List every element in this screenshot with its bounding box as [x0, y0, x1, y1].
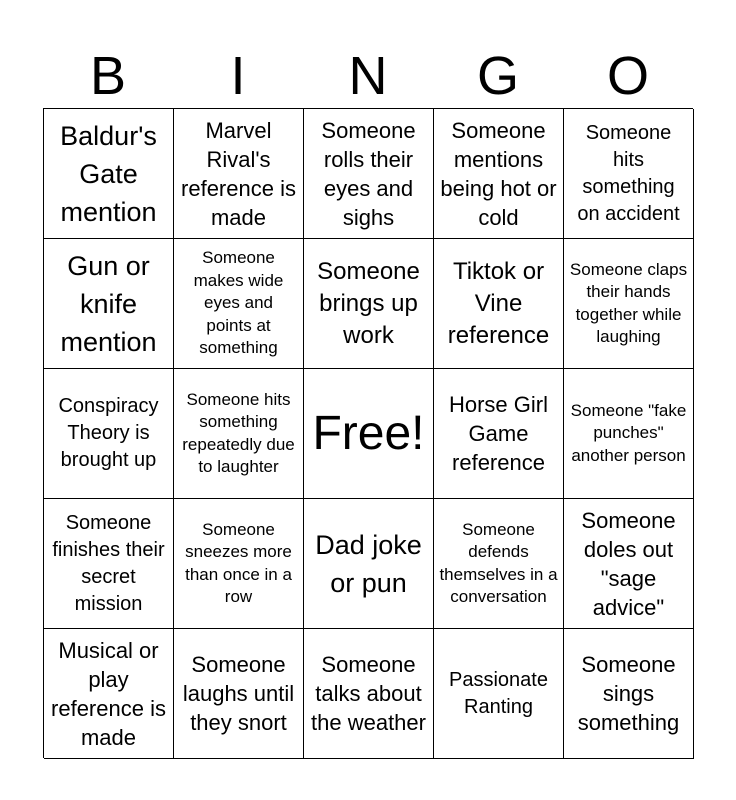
- header-letter-g: G: [476, 46, 519, 106]
- free-cell[interactable]: [304, 369, 434, 499]
- bingo-cell[interactable]: [564, 109, 694, 239]
- bingo-cell[interactable]: [44, 109, 174, 239]
- cell-text: Horse Girl Game reference: [448, 392, 548, 475]
- bingo-cell[interactable]: [174, 369, 304, 499]
- cell-text: Someone "fake punches" another person: [570, 400, 687, 465]
- bingo-cell[interactable]: [44, 369, 174, 499]
- header-letter-b: B: [89, 46, 127, 106]
- cell-text: Gun or knife mention: [60, 250, 157, 357]
- bingo-cell[interactable]: [434, 109, 564, 239]
- cell-text: Dad joke or pun: [315, 529, 422, 598]
- bingo-cell[interactable]: [174, 499, 304, 629]
- header-letter-o: O: [606, 46, 649, 106]
- cell-text: Someone hits something on accident: [577, 121, 680, 225]
- bingo-cell[interactable]: [564, 239, 694, 369]
- cell-text: Someone brings up work: [317, 257, 420, 349]
- bingo-cell[interactable]: [434, 499, 564, 629]
- cell-text: Someone doles out "sage advice": [581, 507, 676, 620]
- bingo-cell[interactable]: [564, 499, 694, 629]
- bingo-cell[interactable]: [564, 629, 694, 759]
- bingo-cell[interactable]: [434, 369, 564, 499]
- bingo-cell[interactable]: [44, 239, 174, 369]
- bingo-cell[interactable]: [174, 239, 304, 369]
- cell-text: Someone sings something: [577, 652, 680, 735]
- cell-text: Free!: [312, 406, 425, 460]
- bingo-cell[interactable]: [304, 629, 434, 759]
- cell-text: Someone sneezes more than once in a row: [185, 519, 292, 606]
- bingo-header: [43, 44, 693, 108]
- header-letter-i: I: [230, 46, 246, 106]
- bingo-cell[interactable]: [174, 629, 304, 759]
- bingo-cell[interactable]: [564, 369, 694, 499]
- cell-text: Someone claps their hands together while laughing: [569, 259, 688, 346]
- bingo-cell[interactable]: [304, 239, 434, 369]
- bingo-cell[interactable]: [434, 239, 564, 369]
- cell-text: Musical or play reference is made: [51, 637, 166, 750]
- cell-text: Someone hits something repeatedly due to laughter: [182, 389, 295, 476]
- bingo-cell[interactable]: [44, 629, 174, 759]
- bingo-cell[interactable]: [174, 109, 304, 239]
- cell-text: Baldur's Gate mention: [60, 120, 157, 227]
- bingo-cell[interactable]: [304, 109, 434, 239]
- bingo-cell[interactable]: [434, 629, 564, 759]
- cell-text: Someone makes wide eyes and points at something: [193, 248, 284, 358]
- header-letter-n: N: [348, 46, 388, 106]
- bingo-cell[interactable]: [44, 499, 174, 629]
- cell-text: Someone mentions being hot or cold: [440, 117, 557, 230]
- bingo-cell[interactable]: [304, 499, 434, 629]
- cell-text: Passionate Ranting: [449, 668, 548, 718]
- cell-text: Marvel Rival's reference is made: [181, 117, 296, 230]
- cell-text: Someone talks about the weather: [311, 652, 426, 735]
- cell-text: Someone laughs until they snort: [182, 652, 295, 735]
- cell-text: Someone rolls their eyes and sighs: [321, 117, 416, 230]
- cell-text: Conspiracy Theory is brought up: [58, 395, 159, 471]
- bingo-grid: [43, 108, 693, 758]
- cell-text: Someone finishes their secret mission: [52, 511, 165, 615]
- cell-text: Tiktok or Vine reference: [447, 257, 550, 349]
- cell-text: Someone defends themselves in a conversation: [439, 519, 558, 606]
